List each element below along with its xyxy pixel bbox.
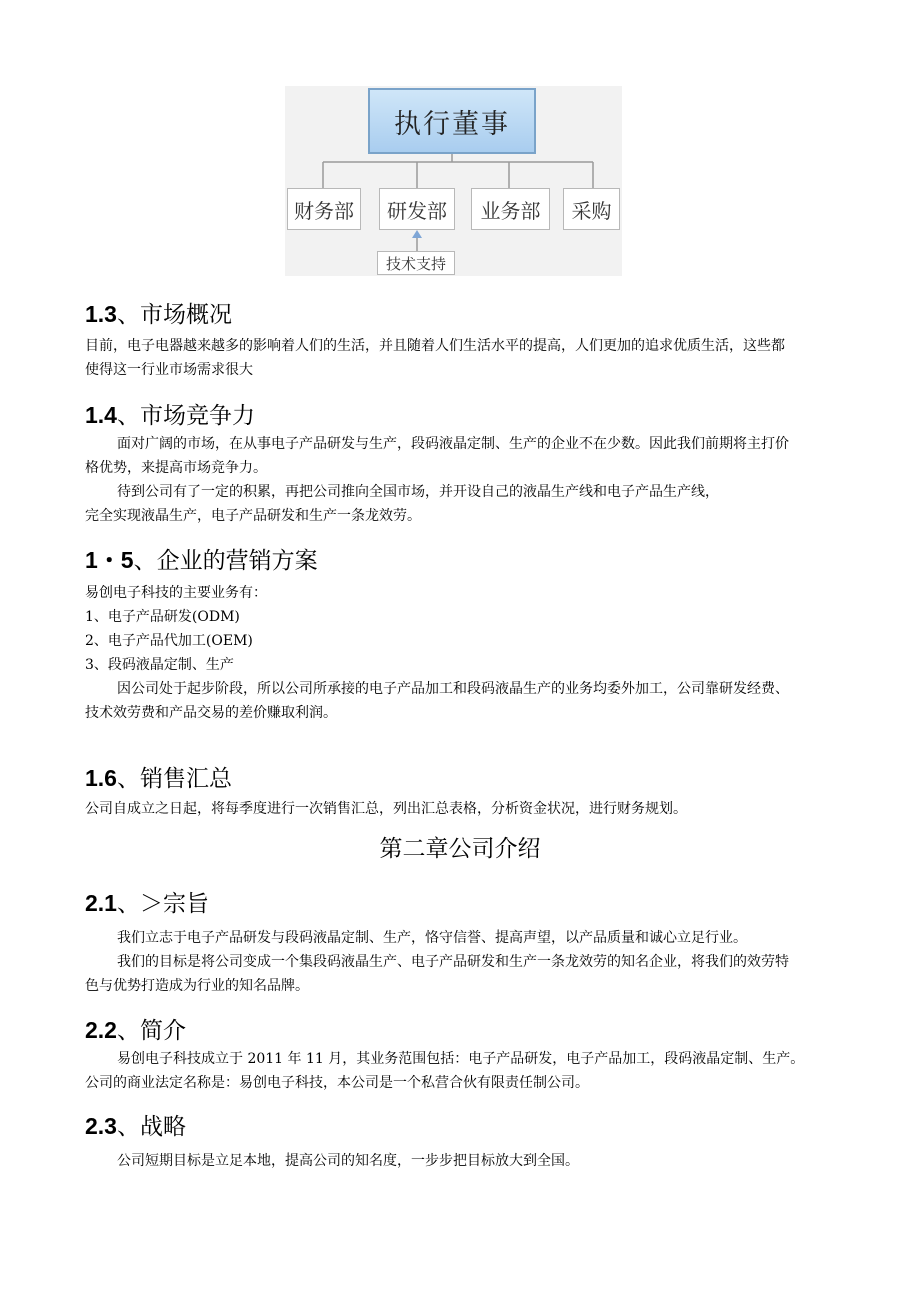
business-item: 3、段码液晶定制、生产 [85, 657, 234, 673]
section-2-3-body: 公司短期目标是立足本地，提高公司的知名度，一步步把目标放大到全国。 [117, 1153, 579, 1169]
org-node-executive-director: 执行董事 [368, 88, 536, 154]
org-node-business: 业务部 [471, 188, 550, 230]
section-1-6-body: 公司自成立之日起，将每季度进行一次销售汇总，列出汇总表格，分析资金状况，进行财务规划。 [85, 801, 687, 817]
org-node-rnd: 研发部 [379, 188, 455, 230]
chapter-2-title: 第二章公司介绍 [379, 836, 541, 862]
business-item: 2、电子产品代加工(OEM) [85, 633, 253, 649]
section-2-1-body: 我们立志于电子产品研发与段码液晶定制、生产，恪守信誉、提高声望，以产品质量和诚心立足行业。 我们的目标是将公司变成一个集段码液晶生产、电子产品研发和生产一条龙效劳的知名企业，将我们的效劳特 色与优势打造成为行业的知名品牌。 [85, 930, 789, 994]
org-node-tech-support: 技术支持 [377, 251, 455, 275]
section-1-5-body: 易创电子科技的主要业务有： 1、电子产品研发(ODM) 2、电子产品代加工(OEM) 3、段码液晶定制、生产 因公司处于起步阶段，所以公司所承接的电子产品加工和段码液晶生产的业务均委外加工，公司靠研发经费、 技术效劳费和产品交易的差价赚取利润。 [85, 581, 835, 725]
heading-1-3: 1.3、市场概况 [85, 301, 232, 328]
heading-1-6: 1.6、销售汇总 [85, 765, 232, 792]
section-1-4-body: 面对广阔的市场，在从事电子产品研发与生产，段码液晶定制、生产的企业不在少数。因此我们前期将主打价 格优势，来提高市场竞争力。 待到公司有了一定的积累，再把公司推向全国市场，并开设自己的液晶生产线和电子产品生产线， 完全实现液晶生产，电子产品研发和生产一条龙效劳。 [85, 436, 789, 524]
heading-2-3: 2.3、战略 [85, 1113, 186, 1140]
heading-2-2: 2.2、简介 [85, 1017, 186, 1044]
heading-1-5: 1・5、企业的营销方案 [85, 547, 318, 574]
section-1-3-body: 目前，电子电器越来越多的影响着人们的生活，并且随着人们生活水平的提高，人们更加的追求优质生活，这些都 使得这一行业市场需求很大 [85, 338, 785, 378]
business-item: 1、电子产品研发(ODM) [85, 609, 240, 625]
org-chart [285, 86, 622, 276]
section-2-2-body: 易创电子科技成立于 2011 年 11 月，其业务范围包括：电子产品研发，电子产品加工，段码液晶定制、生产。 公司的商业法定名称是：易创电子科技，本公司是一个私营合伙有限责任制公司。 [85, 1051, 805, 1091]
org-node-purchasing: 采购 [563, 188, 620, 230]
heading-2-1: 2.1、＞宗旨 [85, 890, 209, 917]
heading-1-4: 1.4、市场竞争力 [85, 402, 255, 429]
org-node-finance: 财务部 [287, 188, 361, 230]
